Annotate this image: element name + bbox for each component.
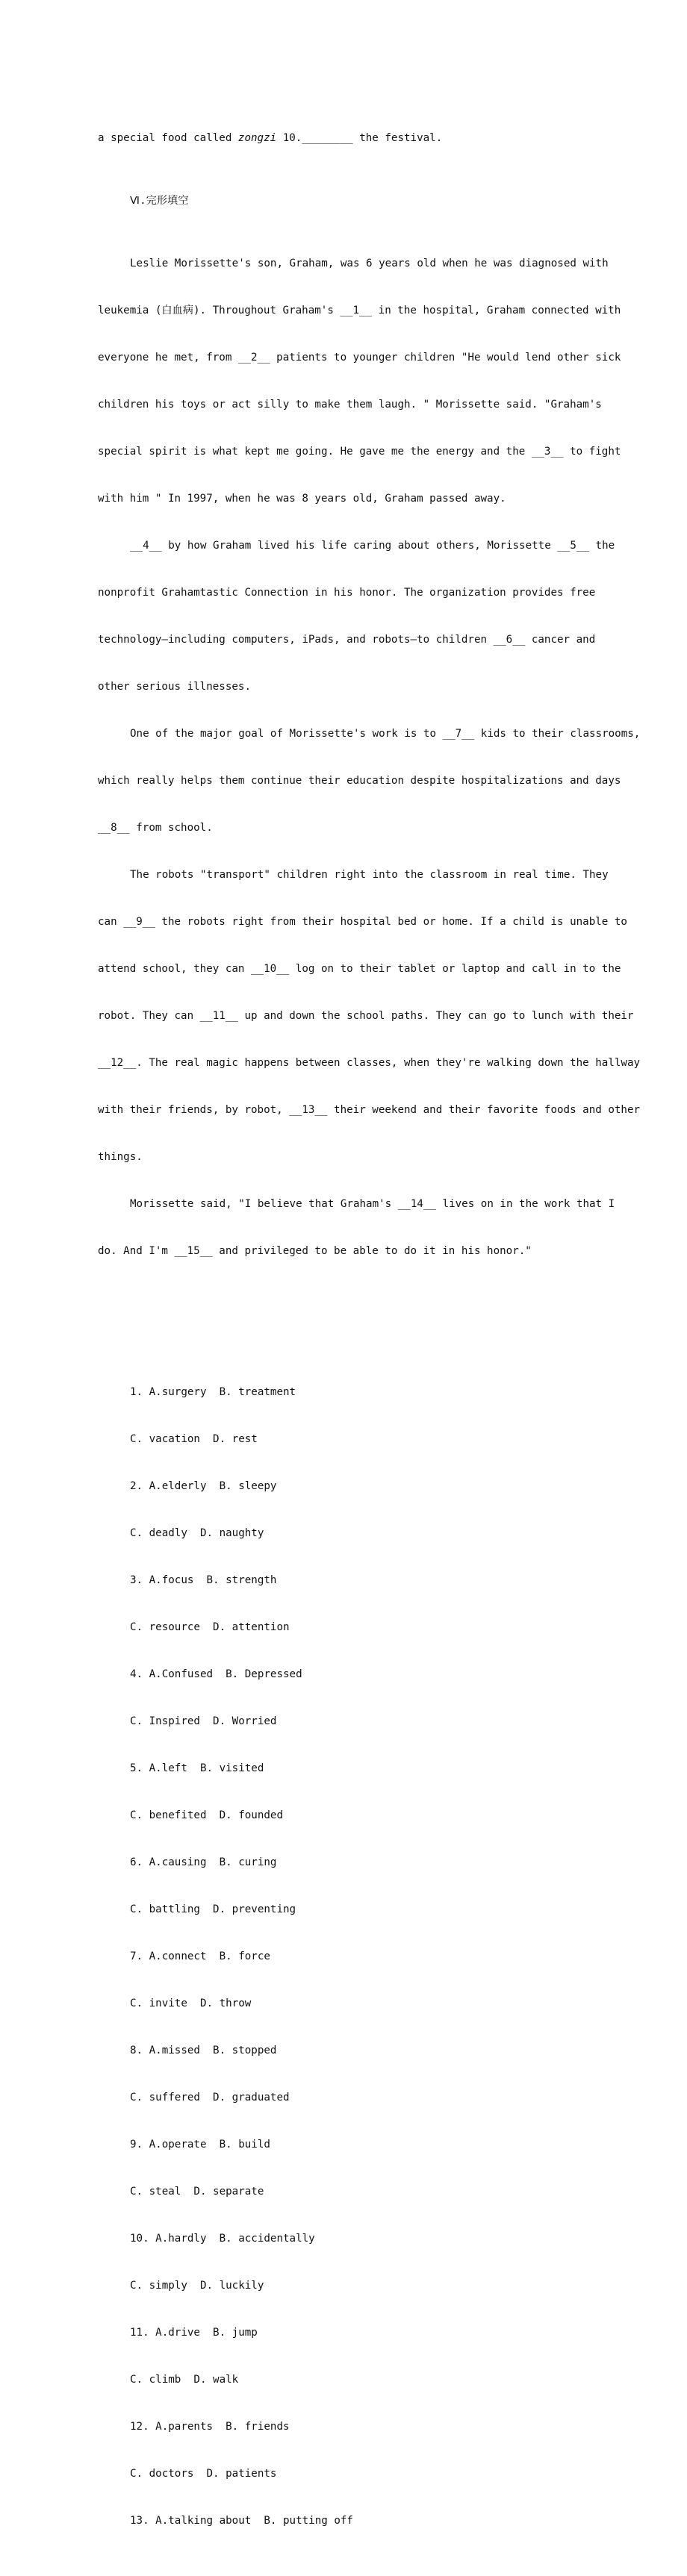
option-line: 7. A.connect B. force — [130, 1950, 270, 1962]
passage-line: __8__ from school. — [98, 822, 213, 834]
passage-line: The robots "transport" children right into the classroom in real time. They — [130, 869, 609, 881]
question-number: 10. — [276, 132, 302, 144]
italic-word: zongzi — [237, 132, 277, 144]
passage-line: leukemia (白血病). Throughout Graham's __1__ in the hospital, Graham connected with — [98, 305, 621, 316]
passage-line: everyone he met, from __2__ patients to younger children "He would lend other sick — [98, 352, 621, 364]
option-line: 13. A.talking about B. putting off — [130, 2515, 353, 2527]
option-line: 6. A.causing B. curing — [130, 1856, 277, 1868]
passage-line: One of the major goal of Morissette's work is to __7__ kids to their classrooms, — [130, 728, 641, 740]
passage-line: attend school, they can __10__ log on to their tablet or laptop and call in to the — [98, 963, 621, 975]
passage-line: special spirit is what kept me going. He gave me the energy and the __3__ to fight — [98, 446, 621, 458]
passage-line: other serious illnesses. — [98, 681, 251, 693]
option-line: 9. A.operate B. build — [130, 2139, 270, 2151]
passage-line: do. And I'm __15__ and privileged to be able to do it in his honor." — [98, 1245, 532, 1257]
passage-line: which really helps them continue their education despite hospitalizations and days — [98, 775, 621, 787]
option-line: C. climb D. walk — [130, 2374, 239, 2386]
answer-blank: ________ — [302, 132, 353, 144]
option-line: 5. A.left B. visited — [130, 1762, 264, 1774]
option-line: 4. A.Confused B. Depressed — [130, 1668, 302, 1680]
option-line: C. deadly D. naughty — [130, 1527, 264, 1539]
option-line: C. doctors D. patients — [130, 2468, 277, 2480]
passage-line: Leslie Morissette's son, Graham, was 6 years old when he was diagnosed with — [130, 258, 609, 269]
option-line: C. benefited D. founded — [130, 1809, 283, 1821]
option-line: 12. A.parents B. friends — [130, 2421, 290, 2433]
passage-line: nonprofit Grahamtastic Connection in his honor. The organization provides free — [98, 587, 596, 599]
passage-line: technology—including computers, iPads, and robots—to children __6__ cancer and — [98, 634, 596, 646]
option-line: C. invite D. throw — [130, 1998, 252, 2009]
top-line-suffix: the festival. — [352, 132, 443, 144]
option-line: C. simply D. luckily — [130, 2280, 264, 2292]
option-line: 11. A.drive B. jump — [130, 2327, 258, 2339]
section-spacer — [98, 1306, 591, 1338]
passage-line: things. — [98, 1151, 143, 1163]
passage-line: Morissette said, "I believe that Graham's __14__ lives on in the work that I — [130, 1198, 615, 1210]
option-line: 1. A.surgery B. treatment — [130, 1386, 296, 1398]
passage-line: with their friends, by robot, __13__ their weekend and their favorite foods and other — [98, 1104, 641, 1116]
section-heading: Ⅵ.完形填空 — [130, 195, 189, 207]
passage-line: with him " In 1997, when he was 8 years old, Graham passed away. — [98, 493, 506, 505]
option-line: 3. A.focus B. strength — [130, 1574, 277, 1586]
passage-line: __4__ by how Graham lived his life caring about others, Morissette __5__ the — [130, 540, 615, 552]
option-line: 8. A.missed B. stopped — [130, 2045, 277, 2056]
option-line: C. steal D. separate — [130, 2186, 264, 2198]
passage-line: __12__. The real magic happens between classes, when they're walking down the hallway — [98, 1057, 641, 1069]
document-content — [98, 84, 641, 2576]
passage-line: robot. They can __11__ up and down the school paths. They can go to lunch with their — [98, 1010, 634, 1022]
option-line: C. Inspired D. Worried — [130, 1715, 277, 1727]
top-line — [98, 131, 591, 146]
option-line: C. vacation D. rest — [130, 1433, 258, 1445]
option-line: C. resource D. attention — [130, 1621, 290, 1633]
top-line-prefix: a special food called — [98, 132, 238, 144]
option-line: C. suffered D. graduated — [130, 2092, 290, 2103]
passage-line: children his toys or act silly to make them laugh. " Morissette said. "Graham's — [98, 399, 602, 411]
option-line: 2. A.elderly B. sleepy — [130, 1480, 277, 1492]
option-line: C. battling D. preventing — [130, 1903, 296, 1915]
passage-line: can __9__ the robots right from their hospital bed or home. If a child is unable to — [98, 916, 627, 928]
option-line: 10. A.hardly B. accidentally — [130, 2233, 315, 2245]
